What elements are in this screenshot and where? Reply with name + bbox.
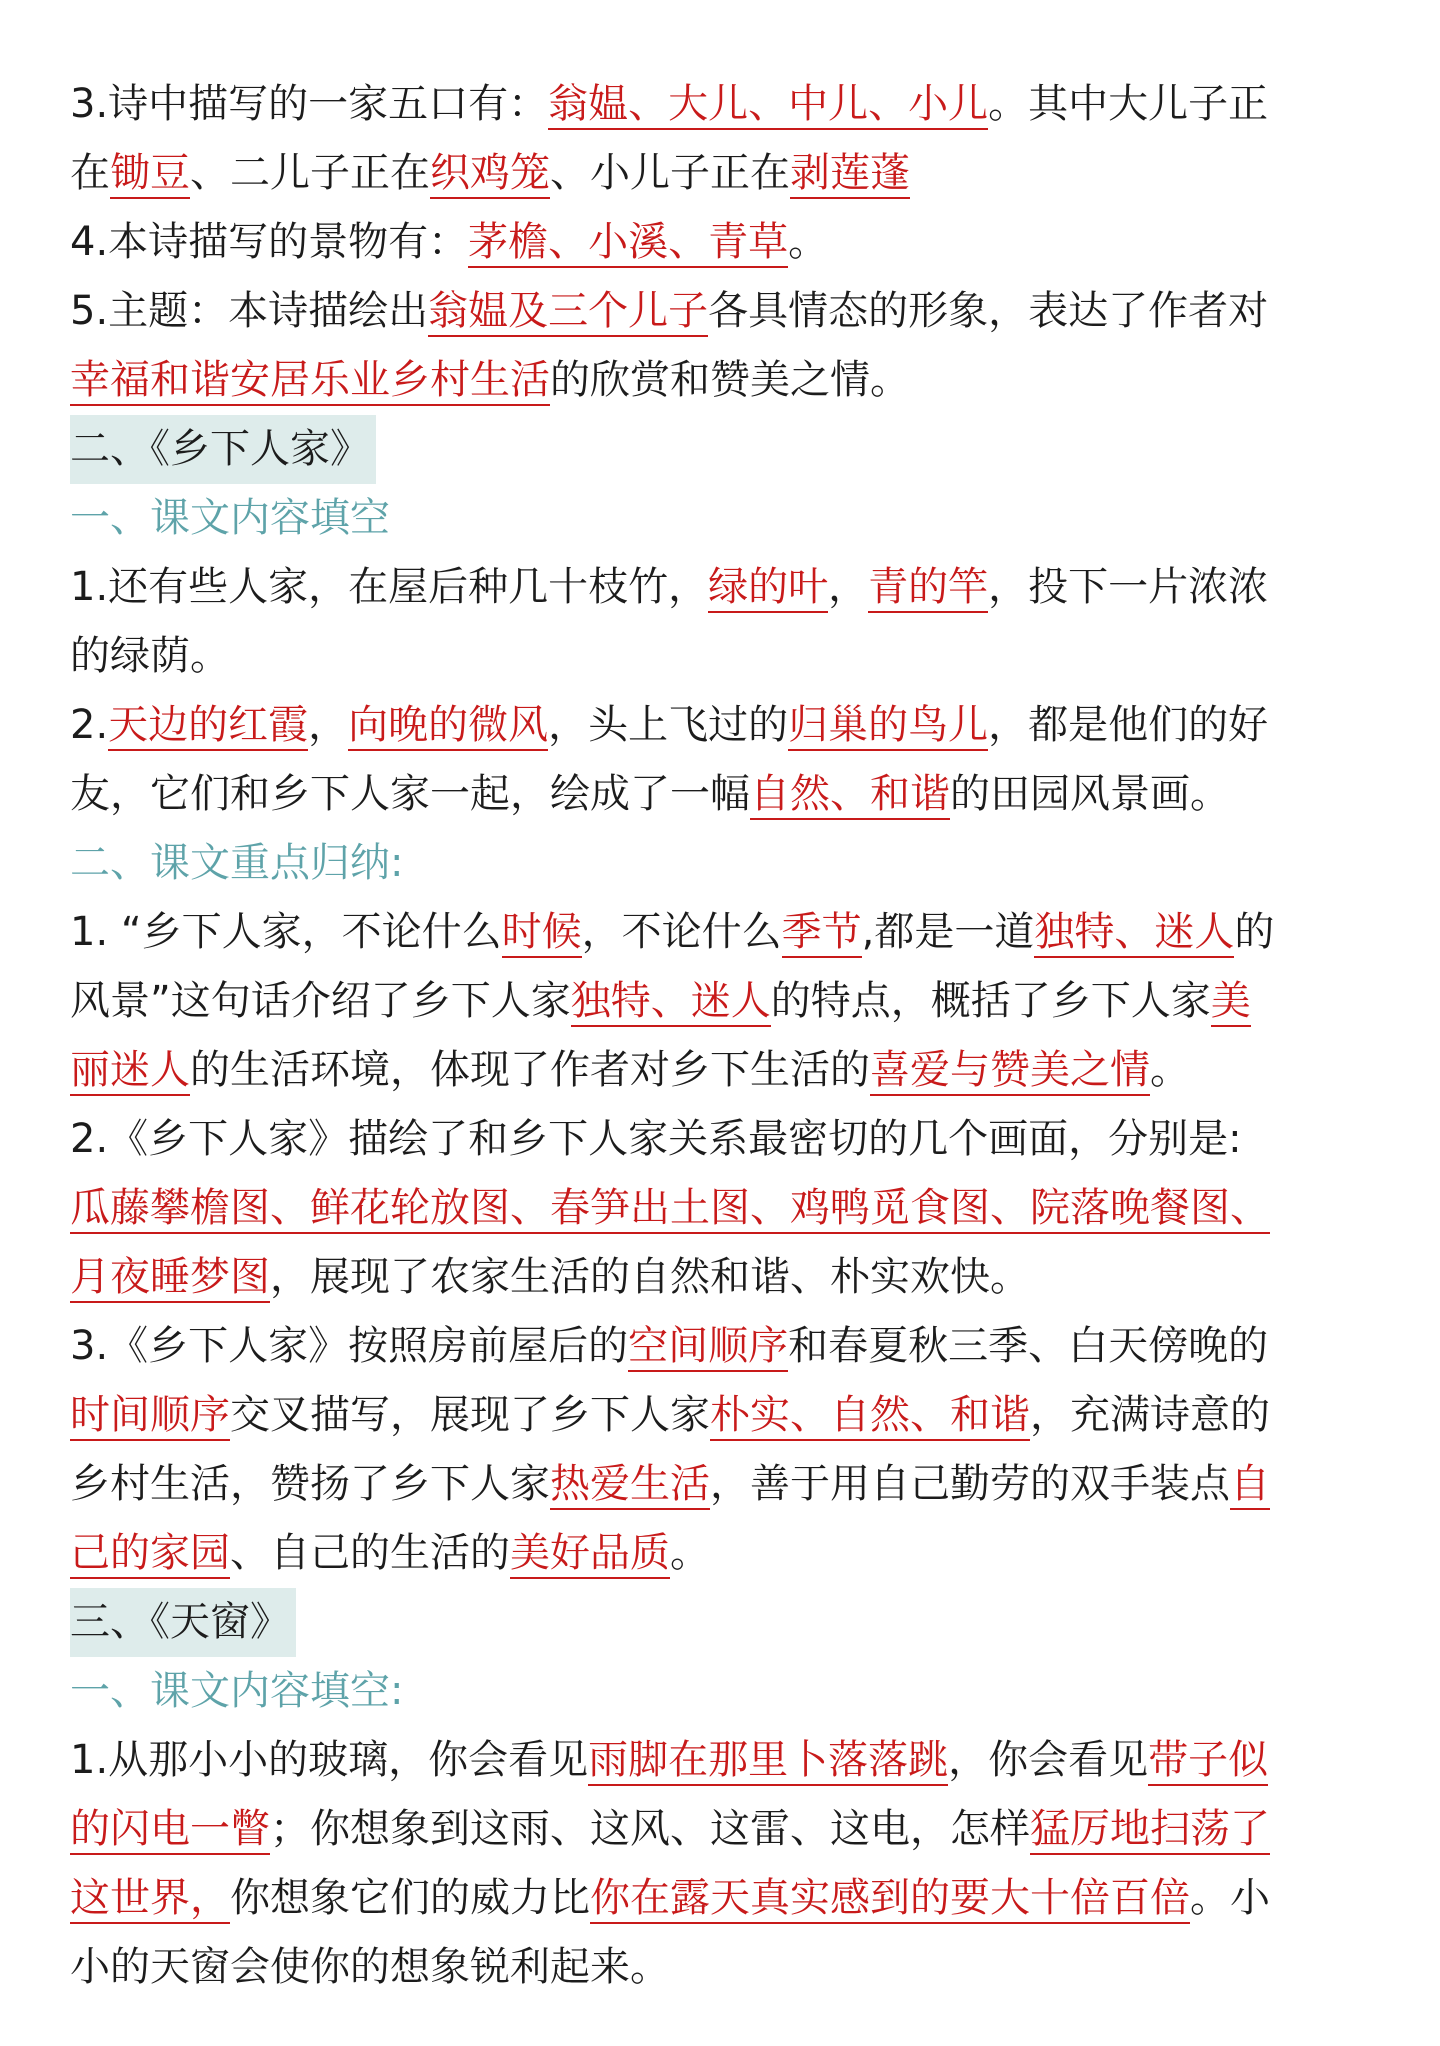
answer-blank: 朴实、自然、和谐 bbox=[710, 1392, 1030, 1441]
text-line bbox=[70, 691, 1375, 760]
text-segment: 。其中大儿子正 bbox=[988, 81, 1269, 127]
text-segment: ，不论什么 bbox=[581, 909, 782, 955]
answer-blank: 月夜睡梦图 bbox=[70, 1254, 270, 1303]
answer-blank: 青的竿 bbox=[868, 564, 988, 613]
text-segment: 5.主题：本诗描绘出 bbox=[70, 288, 429, 334]
text-segment: ，投下一片浓浓 bbox=[988, 564, 1269, 610]
answer-blank: 猛厉地扫荡了 bbox=[1030, 1806, 1270, 1855]
answer-blank: 季节 bbox=[782, 909, 862, 958]
answer-blank: 你在露天真实感到的要大十倍百倍 bbox=[590, 1875, 1190, 1924]
answer-blank: 幸福和谐安居乐业乡村生活 bbox=[70, 357, 550, 406]
text-line bbox=[70, 1105, 1375, 1174]
text-line bbox=[70, 139, 1375, 208]
section-title bbox=[70, 1588, 1375, 1657]
text-segment: ，善于用自己勤劳的双手装点 bbox=[710, 1461, 1230, 1507]
answer-blank: 翁媪、大儿、中儿、小儿 bbox=[548, 81, 988, 130]
text-segment: ，都是他们的好 bbox=[988, 702, 1269, 748]
answer-blank: 自然、和谐 bbox=[750, 771, 950, 820]
answer-blank: 雨脚在那里卜落落跳 bbox=[588, 1737, 948, 1786]
text-line bbox=[70, 1243, 1375, 1312]
text-segment: ，展现了农家生活的自然和谐、朴实欢快。 bbox=[270, 1254, 1030, 1300]
text-segment: 。小 bbox=[1190, 1875, 1270, 1921]
text-segment: ， bbox=[308, 702, 349, 748]
text-segment: 风景”这句话介绍了乡下人家 bbox=[70, 978, 571, 1024]
text-segment: 的生活环境，体现了作者对乡下生活的 bbox=[190, 1047, 870, 1093]
sub-heading bbox=[70, 1657, 1375, 1726]
text-segment: 3.诗中描写的一家五口有： bbox=[70, 81, 549, 127]
answer-blank: 带子似 bbox=[1148, 1737, 1268, 1786]
text-segment: ，头上飞过的 bbox=[548, 702, 789, 748]
answer-blank: 空间顺序 bbox=[628, 1323, 788, 1372]
text-line bbox=[70, 1381, 1375, 1450]
answer-blank: 独特、迷人 bbox=[1034, 909, 1234, 958]
answer-blank: 自 bbox=[1230, 1461, 1270, 1510]
answer-blank: 这世界， bbox=[70, 1875, 230, 1924]
answer-blank: 翁媪及三个儿子 bbox=[428, 288, 708, 337]
text-segment: 。 bbox=[670, 1530, 710, 1576]
text-line bbox=[70, 208, 1375, 277]
text-line bbox=[70, 1036, 1375, 1105]
text-segment: 友，它们和乡下人家一起，绘成了一幅 bbox=[70, 771, 750, 817]
text-segment: ，充满诗意的 bbox=[1030, 1392, 1270, 1438]
answer-blank: 热爱生活 bbox=[550, 1461, 710, 1510]
answer-blank: 向晚的微风 bbox=[348, 702, 548, 751]
text-segment: 、小儿子正在 bbox=[550, 150, 790, 196]
text-segment: 4.本诗描写的景物有： bbox=[70, 219, 469, 265]
text-line bbox=[70, 760, 1375, 829]
text-segment: 小的天窗会使你的想象锐利起来。 bbox=[70, 1944, 670, 1990]
answer-blank: 时间顺序 bbox=[70, 1392, 230, 1441]
text-segment: 二、课文重点归纳: bbox=[70, 840, 404, 886]
answer-blank: 喜爱与赞美之情 bbox=[870, 1047, 1150, 1096]
answer-blank: 独特、迷人 bbox=[571, 978, 771, 1027]
text-segment: 的田园风景画。 bbox=[950, 771, 1230, 817]
text-segment: 3.《乡下人家》按照房前屋后的 bbox=[70, 1323, 629, 1369]
text-line bbox=[70, 1795, 1375, 1864]
text-segment: 和春夏秋三季、白天傍晚的 bbox=[788, 1323, 1269, 1369]
answer-blank: 绿的叶 bbox=[708, 564, 828, 613]
text-segment: 一、课文内容填空 bbox=[70, 495, 390, 541]
text-line bbox=[70, 70, 1375, 139]
text-segment: 你想象它们的威力比 bbox=[230, 1875, 590, 1921]
document-page bbox=[70, 70, 1375, 2002]
section-title bbox=[70, 415, 1375, 484]
answer-blank: 剥莲蓬 bbox=[790, 150, 910, 199]
text-segment: 的 bbox=[1234, 909, 1275, 955]
text-line bbox=[70, 1312, 1375, 1381]
answer-blank: 瓜藤攀檐图、鲜花轮放图、春笋出土图、鸡鸭觅食图、院落晚餐图、 bbox=[70, 1185, 1270, 1234]
text-segment: ，你会看见 bbox=[948, 1737, 1149, 1783]
text-line bbox=[70, 622, 1375, 691]
text-segment: 乡村生活，赞扬了乡下人家 bbox=[70, 1461, 550, 1507]
text-segment: ；你想象到这雨、这风、这雷、这电，怎样 bbox=[270, 1806, 1030, 1852]
text-line bbox=[70, 1864, 1375, 1933]
answer-blank: 己的家园 bbox=[70, 1530, 230, 1579]
text-line bbox=[70, 277, 1375, 346]
answer-blank: 茅檐、小溪、青草 bbox=[468, 219, 788, 268]
text-segment: 。 bbox=[788, 219, 829, 265]
answer-blank: 的闪电一瞥 bbox=[70, 1806, 270, 1855]
text-segment: 、自己的生活的 bbox=[230, 1530, 510, 1576]
text-segment: 二、《乡下人家》 bbox=[70, 426, 370, 472]
text-segment: 1. “乡下人家，不论什么 bbox=[70, 909, 502, 955]
text-segment: 各具情态的形象，表达了作者对 bbox=[708, 288, 1269, 334]
text-segment: 2. bbox=[70, 702, 109, 748]
text-segment: 、二儿子正在 bbox=[190, 150, 430, 196]
answer-blank: 锄豆 bbox=[110, 150, 190, 199]
text-line bbox=[70, 1726, 1375, 1795]
text-line bbox=[70, 1519, 1375, 1588]
text-segment: 三、《天窗》 bbox=[70, 1599, 290, 1645]
sub-heading bbox=[70, 829, 1375, 898]
text-line bbox=[70, 898, 1375, 967]
text-line bbox=[70, 1450, 1375, 1519]
text-segment: ,都是一道 bbox=[861, 909, 1035, 955]
text-line bbox=[70, 1174, 1375, 1243]
text-segment: ， bbox=[828, 564, 869, 610]
answer-blank: 天边的红霞 bbox=[108, 702, 308, 751]
text-line bbox=[70, 346, 1375, 415]
text-segment: 交叉描写，展现了乡下人家 bbox=[230, 1392, 710, 1438]
text-segment: 2.《乡下人家》描绘了和乡下人家关系最密切的几个画面，分别是: bbox=[70, 1116, 1242, 1162]
text-line bbox=[70, 1933, 1375, 2002]
section-title-box bbox=[70, 1588, 296, 1657]
answer-blank: 归巢的鸟儿 bbox=[788, 702, 988, 751]
answer-blank: 织鸡笼 bbox=[430, 150, 550, 199]
text-segment: 一、课文内容填空: bbox=[70, 1668, 404, 1714]
sub-heading bbox=[70, 484, 1375, 553]
answer-blank: 美好品质 bbox=[510, 1530, 670, 1579]
section-title-box bbox=[70, 415, 376, 484]
text-segment: 的特点，概括了乡下人家 bbox=[770, 978, 1211, 1024]
answer-blank: 时候 bbox=[502, 909, 582, 958]
text-line bbox=[70, 553, 1375, 622]
text-segment: 1.从那小小的玻璃，你会看见 bbox=[70, 1737, 589, 1783]
text-segment: 的欣赏和赞美之情。 bbox=[550, 357, 910, 403]
text-segment: 。 bbox=[1150, 1047, 1190, 1093]
answer-blank: 美 bbox=[1211, 978, 1251, 1027]
answer-blank: 丽迷人 bbox=[70, 1047, 190, 1096]
text-segment: 1.还有些人家，在屋后种几十枝竹， bbox=[70, 564, 709, 610]
text-segment: 在 bbox=[70, 150, 110, 196]
text-line bbox=[70, 967, 1375, 1036]
text-segment: 的绿荫。 bbox=[70, 633, 230, 679]
